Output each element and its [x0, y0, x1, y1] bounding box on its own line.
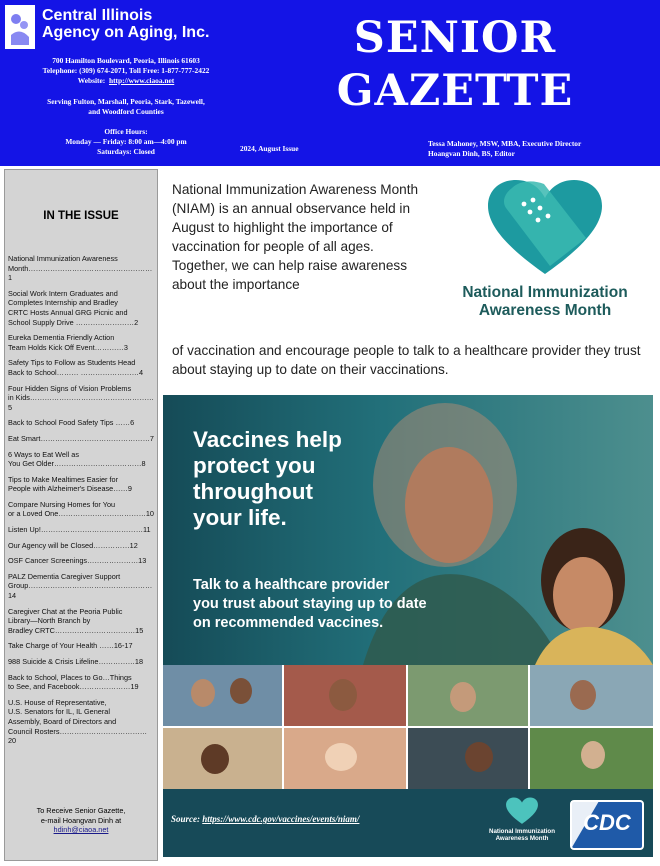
poster-subtext-line2: you trust about staying up to date [193, 596, 427, 612]
niam-mini-logo-line1: National Immunization [488, 827, 555, 835]
toc-item[interactable]: Back to School Food Safety Tips ……6 [8, 418, 135, 428]
niam-mini-logo [485, 797, 559, 843]
article-intro-continued: of vaccination and encourage people to talk to a healthcare provider they trust about staying up to date on their vaccinations. [172, 343, 641, 377]
toc-item[interactable]: Social Work Intern Graduates and Completes Internship and Bradley CRTC Hosts Annual GRG Picnic and School Supply Drive ……………………2 [8, 288, 139, 327]
website [6, 76, 246, 86]
toc-heading: IN THE ISSUE [43, 210, 119, 222]
toc-item[interactable]: Listen Up!……………………………………11 [8, 525, 151, 535]
niam-logo [436, 178, 654, 328]
toc-item[interactable]: Our Agency will be Closed……………12 [8, 540, 138, 550]
toc-item[interactable]: National Immunization Awareness Month……………………………………………1 [8, 254, 153, 283]
niam-logo-text [436, 284, 654, 320]
address: 700 Hamilton Boulevard, Peoria, Illinois 61603 [52, 56, 200, 65]
source-credit [171, 814, 359, 824]
toc-item[interactable]: Take Charge of Your Health ……16-17 [8, 641, 133, 651]
office-hours-saturday: Saturdays: Closed [97, 147, 155, 156]
toc-item[interactable]: Tips to Make Mealtimes Easier for People with Alzheimer's Disease……9 [8, 474, 132, 494]
toc-item[interactable]: PALZ Dementia Caregiver Support Group……………………………………………14 [8, 571, 153, 601]
service-area [6, 97, 246, 117]
toc-item[interactable]: Back to School, Places to Go…Things to See, and Facebook…………………19 [8, 672, 139, 692]
heart-bandage-icon [505, 797, 539, 825]
org-name-line1: Central Illinois [42, 7, 153, 24]
poster-headline-line3: throughout [193, 479, 313, 504]
service-area-line1: Serving Fulton, Marshall, Peoria, Stark, Tazewell, [47, 97, 205, 106]
subscribe-note [5, 806, 157, 835]
telephone: Telephone: (309) 674-2071, Toll Free: 1-877-777-2422 [42, 66, 210, 75]
cdc-logo [569, 799, 645, 851]
subscribe-line2: e-mail Hoangvan Dinh at [40, 815, 122, 825]
subscribe-line1: To Receive Senior Gazette, [36, 806, 126, 815]
poster-headline-line4: your life. [193, 505, 287, 530]
office-hours [6, 127, 246, 157]
poster-headline-line1: Vaccines help [193, 427, 342, 452]
org-name [42, 7, 209, 41]
office-hours-title: Office Hours: [104, 127, 148, 136]
toc-item[interactable]: Eat Smart………………………………………7 [8, 433, 154, 443]
niam-mini-logo-line2: Awareness Month [495, 835, 549, 842]
staff-editor: Hoangvan Dinh, BS, Editor [428, 149, 515, 158]
toc-list [8, 254, 154, 752]
heart-bandage-icon [486, 178, 604, 278]
vaccine-poster [163, 395, 653, 665]
contact-block [6, 56, 246, 86]
source-label: Source: [171, 814, 200, 824]
newsletter-title [250, 12, 660, 118]
poster-headline-line2: protect you [193, 453, 316, 478]
cdc-logo-text: CDC [583, 810, 631, 835]
toc-item[interactable]: U.S. House of Representative, U.S. Senators for IL, IL General Assembly, Board of Directors and Council Rosters………………………………20 [8, 697, 148, 746]
collage-photos [163, 665, 653, 789]
agency-logo [5, 5, 35, 49]
org-name-line2: Agency on Aging, Inc. [42, 24, 210, 41]
website-link[interactable]: http://www.ciaoa.net [108, 76, 175, 85]
toc-item[interactable]: Four Hidden Signs of Vision Problems in Kids……………………………………………5 [8, 383, 154, 412]
subscribe-email-link[interactable]: hdinh@ciaoa.net [53, 825, 109, 835]
toc-item[interactable]: Caregiver Chat at the Peoria Public Library—North Branch by Bradley CRTC……………………………15 [8, 606, 144, 635]
service-area-line2: and Woodford Counties [88, 107, 164, 116]
poster-subtext-line1: Talk to a healthcare provider [193, 577, 390, 593]
niam-logo-line2: Awareness Month [478, 302, 612, 319]
poster-subtext-line3: on recommended vaccines. [193, 615, 384, 631]
toc-item[interactable]: 988 Suicide & Crisis Lifeline……………18 [8, 657, 144, 666]
masthead [0, 0, 660, 166]
poster-subtext [193, 576, 427, 633]
toc-item[interactable]: Safety Tips to Follow as Students Head Back to School……… ……………………4 [8, 358, 144, 377]
poster-headline [193, 427, 342, 531]
source-link[interactable]: https://www.cdc.gov/vaccines/events/niam/ [202, 814, 360, 824]
title-line1: SENIOR [353, 13, 557, 63]
table-of-contents [4, 169, 158, 861]
toc-item[interactable]: Compare Nursing Homes for You or a Loved One………………………………10 [8, 499, 154, 519]
office-hours-weekday: Monday — Friday: 8:00 am—4:00 pm [65, 137, 187, 146]
article-intro: National Immunization Awareness Month (NIAM) is an annual observance held in August to highlight the importance of vaccination for people of all ages. Together, we can help raise awareness about the importance [172, 182, 419, 292]
issue-date: 2024, August Issue [240, 144, 299, 153]
source-band [163, 789, 653, 857]
niam-logo-line1: National Immunization [462, 284, 628, 301]
toc-item[interactable]: Eureka Dementia Friendly Action Team Holds Kick Off Event…………3 [8, 333, 128, 352]
toc-item[interactable]: OSF Cancer Screenings…………………13 [8, 556, 147, 566]
website-label: Website: [77, 76, 106, 85]
staff-director: Tessa Mahoney, MSW, MBA, Executive Director [428, 139, 582, 148]
title-line2: GAZETTE [336, 66, 574, 116]
toc-item[interactable]: 6 Ways to Eat Well as You Get Older………………………………8 [8, 449, 146, 469]
staff-credits [428, 139, 581, 159]
photo-collage [163, 665, 653, 789]
